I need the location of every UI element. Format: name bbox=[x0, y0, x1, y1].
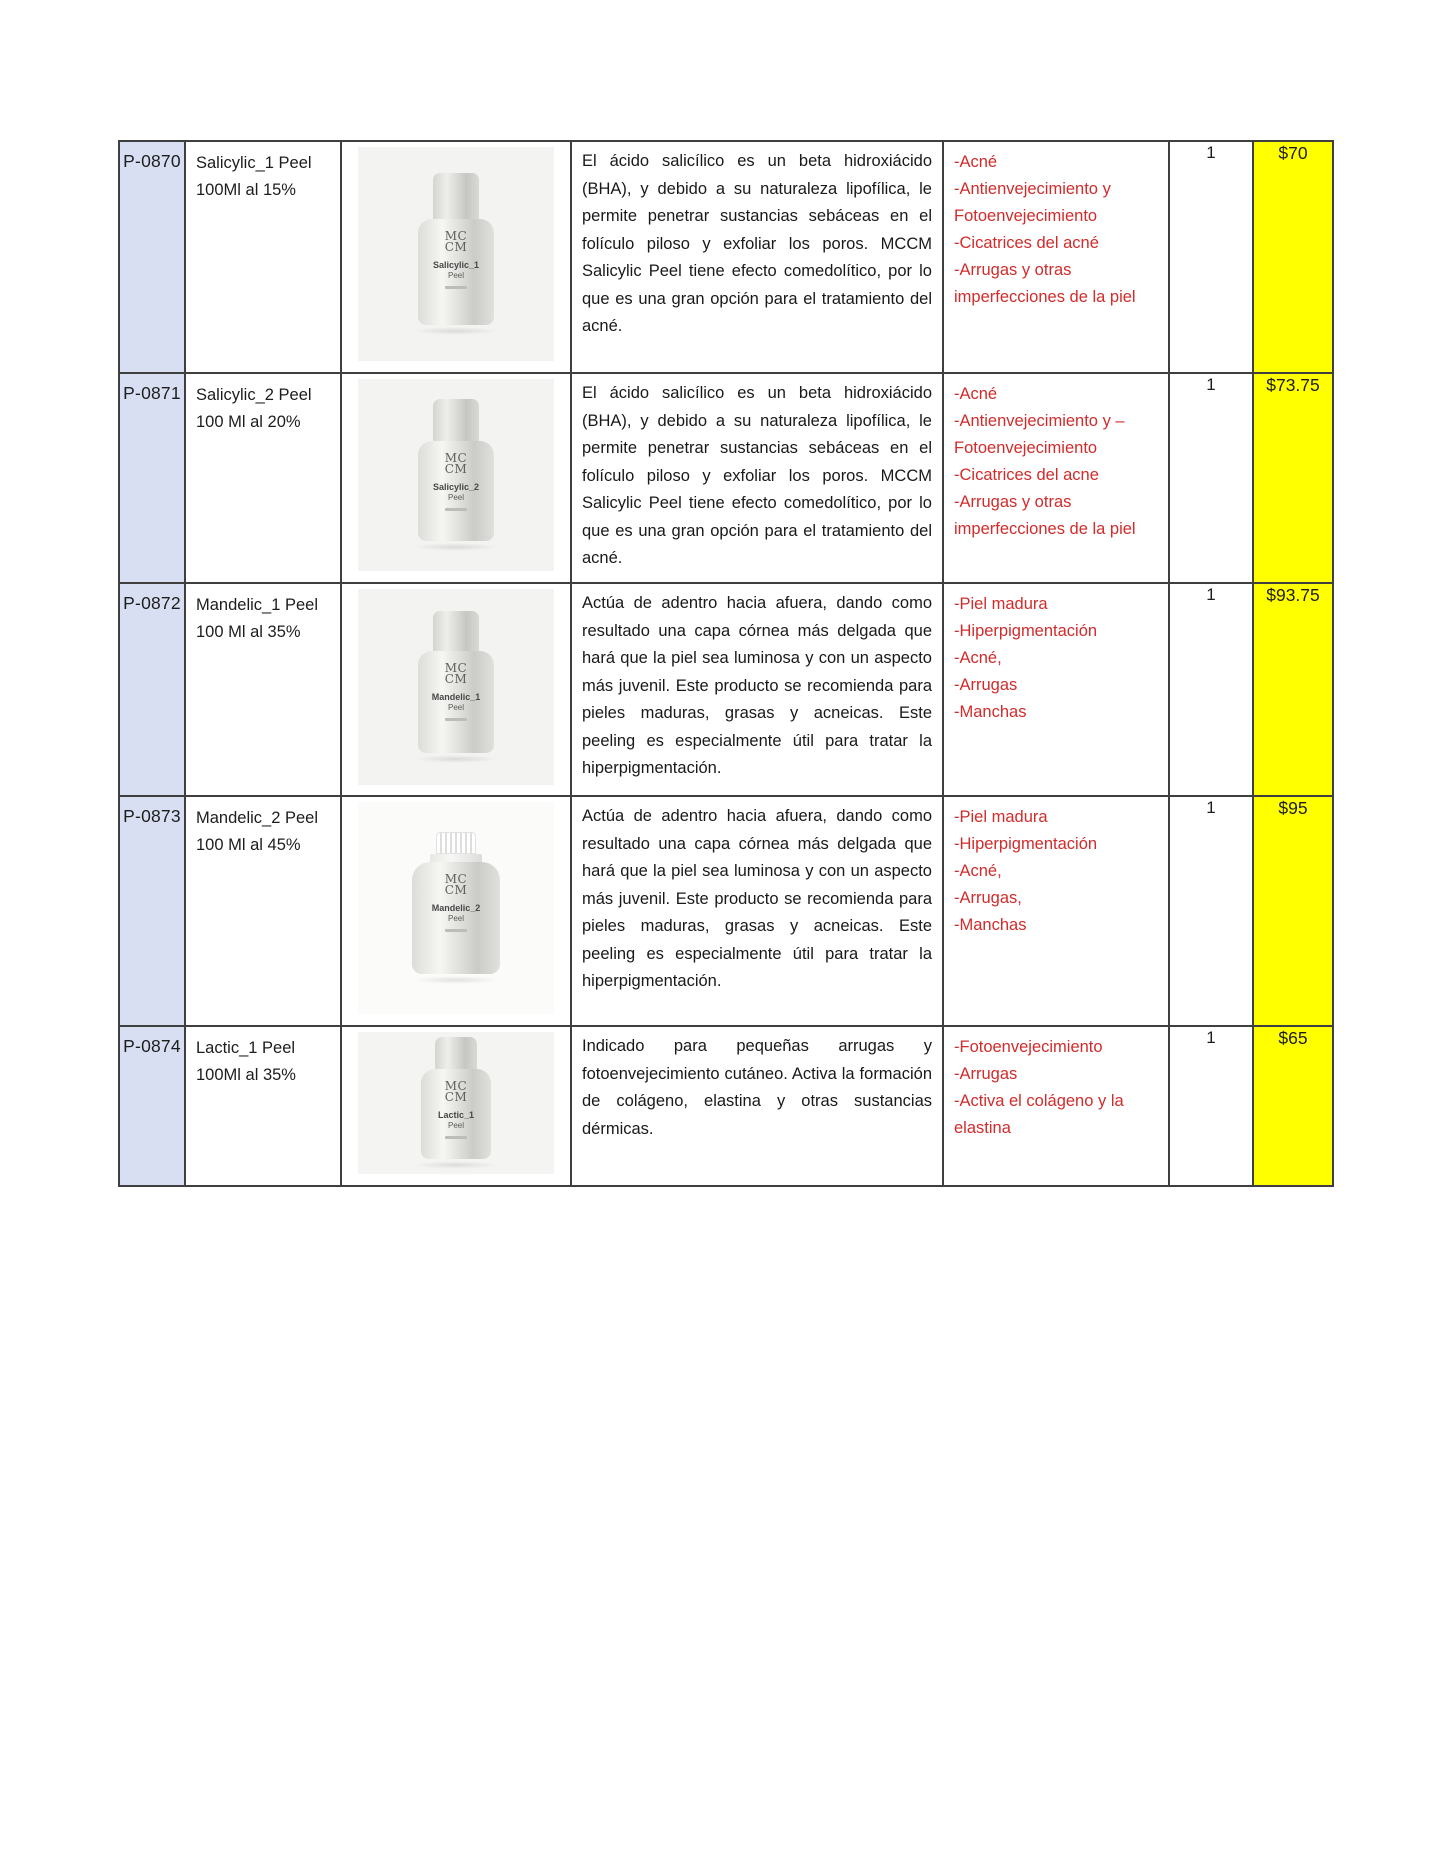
benefits-list bbox=[943, 1026, 1169, 1186]
product-photo-cell bbox=[341, 1026, 571, 1186]
bottle-label: Lactic_1 bbox=[437, 1110, 475, 1120]
mccm-logo: MC CM bbox=[444, 872, 468, 897]
product-code: P-0870 bbox=[119, 141, 185, 373]
benefit-item: -Activa el colágeno y la elastina bbox=[954, 1092, 1124, 1137]
product-name: Lactic_1 Peel 100Ml al 35% bbox=[185, 1026, 341, 1186]
quantity-value: 1 bbox=[1169, 141, 1253, 373]
bottle-sublabel: Peel bbox=[447, 703, 464, 712]
benefit-item: -Manchas bbox=[954, 703, 1027, 721]
table-row bbox=[119, 1026, 1333, 1186]
benefit-item: -Arrugas y otras imperfecciones de la piel bbox=[954, 261, 1136, 306]
product-photo bbox=[358, 589, 554, 785]
bottle-label: Mandelic_2 bbox=[431, 903, 481, 913]
bottle-image bbox=[413, 399, 499, 551]
table-row bbox=[119, 583, 1333, 796]
benefit-item: -Acné bbox=[954, 385, 998, 403]
bottle-cap bbox=[433, 173, 479, 221]
product-code: P-0872 bbox=[119, 583, 185, 796]
product-photo bbox=[358, 147, 554, 361]
bottle-fineprint bbox=[445, 929, 467, 932]
bottle-cap bbox=[436, 832, 476, 854]
product-name: Salicylic_1 Peel 100Ml al 15% bbox=[185, 141, 341, 373]
product-photo-cell bbox=[341, 796, 571, 1026]
benefit-item: -Hiperpigmentación bbox=[954, 835, 1098, 853]
benefit-item: -Antienvejecimiento y Fotoenvejecimiento bbox=[954, 180, 1111, 225]
product-code: P-0874 bbox=[119, 1026, 185, 1186]
mccm-logo: MC CM bbox=[444, 661, 468, 686]
bottle-sublabel: Peel bbox=[447, 1121, 464, 1130]
bottle-cap bbox=[433, 399, 479, 443]
product-code: P-0871 bbox=[119, 373, 185, 583]
product-photo bbox=[358, 379, 554, 571]
price-value: $93.75 bbox=[1253, 583, 1333, 796]
bottle-image bbox=[413, 1037, 499, 1169]
product-photo bbox=[358, 1032, 554, 1174]
bottle-fineprint bbox=[445, 508, 467, 511]
bottle-image bbox=[412, 832, 500, 984]
bottle-shadow bbox=[413, 543, 499, 551]
price-value: $65 bbox=[1253, 1026, 1333, 1186]
product-name: Salicylic_2 Peel 100 Ml al 20% bbox=[185, 373, 341, 583]
benefit-item: -Arrugas bbox=[954, 1065, 1018, 1083]
price-value: $70 bbox=[1253, 141, 1333, 373]
table-row bbox=[119, 796, 1333, 1026]
benefits-list bbox=[943, 373, 1169, 583]
quantity-value: 1 bbox=[1169, 583, 1253, 796]
bottle-cap bbox=[433, 611, 479, 653]
mccm-logo: MC CM bbox=[444, 1079, 468, 1104]
benefit-item: -Cicatrices del acné bbox=[954, 234, 1099, 252]
table-row bbox=[119, 373, 1333, 583]
product-description: Indicado para pequeñas arrugas y fotoenvejecimiento cutáneo. Activa la formación de colágeno, elastina y otras sustancias dérmicas. bbox=[571, 1026, 943, 1186]
product-description: Actúa de adentro hacia afuera, dando como resultado una capa córnea más delgada que hará que la piel sea luminosa y con un aspecto más juvenil. Este producto se recomienda para pieles maduras, grasas y acneicas. Este peeling es especialmente útil para tratar la hiperpigmentación. bbox=[571, 583, 943, 796]
benefit-item: -Arrugas bbox=[954, 676, 1018, 694]
quantity-value: 1 bbox=[1169, 1026, 1253, 1186]
bottle-body bbox=[412, 862, 500, 974]
bottle-label: Salicylic_1 bbox=[432, 260, 480, 270]
bottle-fineprint bbox=[445, 718, 467, 721]
benefit-item: -Fotoenvejecimiento bbox=[954, 1038, 1103, 1056]
benefit-item: -Manchas bbox=[954, 916, 1027, 934]
benefit-item: -Acné, bbox=[954, 862, 1002, 880]
price-value: $95 bbox=[1253, 796, 1333, 1026]
bottle-body bbox=[421, 1069, 491, 1159]
bottle-body bbox=[418, 651, 494, 753]
product-description: El ácido salicílico es un beta hidroxiácido (BHA), y debido a su naturaleza lipofílica, le permite penetrar sustancias sebáceas en el folículo piloso y exfoliar los poros. MCCM Salicylic Peel tiene efecto comedolítico, por lo que es una gran opción para el tratamiento del acné. bbox=[571, 373, 943, 583]
product-name: Mandelic_2 Peel 100 Ml al 45% bbox=[185, 796, 341, 1026]
bottle-sublabel: Peel bbox=[447, 914, 464, 923]
product-table bbox=[118, 140, 1334, 1187]
bottle-fineprint bbox=[445, 286, 467, 289]
benefit-item: -Hiperpigmentación bbox=[954, 622, 1098, 640]
benefits-list bbox=[943, 583, 1169, 796]
quantity-value: 1 bbox=[1169, 373, 1253, 583]
quantity-value: 1 bbox=[1169, 796, 1253, 1026]
benefit-item: -Piel madura bbox=[954, 808, 1048, 826]
bottle-body bbox=[418, 441, 494, 541]
product-code: P-0873 bbox=[119, 796, 185, 1026]
bottle-sublabel: Peel bbox=[447, 493, 464, 502]
benefit-item: -Arrugas y otras imperfecciones de la piel bbox=[954, 493, 1136, 538]
bottle-cap bbox=[435, 1037, 477, 1071]
bottle-shadow bbox=[413, 976, 499, 984]
bottle-label: Salicylic_2 bbox=[432, 482, 480, 492]
bottle-sublabel: Peel bbox=[447, 271, 464, 280]
benefit-item: -Arrugas, bbox=[954, 889, 1022, 907]
benefits-list bbox=[943, 141, 1169, 373]
bottle-image bbox=[413, 611, 499, 763]
product-description: El ácido salicílico es un beta hidroxiácido (BHA), y debido a su naturaleza lipofílica, le permite penetrar sustancias sebáceas en el folículo piloso y exfoliar los poros. MCCM Salicylic Peel tiene efecto comedolítico, por lo que es una gran opción para el tratamiento del acné. bbox=[571, 141, 943, 373]
mccm-logo: MC CM bbox=[444, 229, 468, 254]
bottle-shadow bbox=[413, 755, 499, 763]
table-row bbox=[119, 141, 1333, 373]
benefits-list bbox=[943, 796, 1169, 1026]
benefit-item: -Acné, bbox=[954, 649, 1002, 667]
bottle-fineprint bbox=[445, 1136, 467, 1139]
bottle-image bbox=[413, 173, 499, 335]
product-name: Mandelic_1 Peel 100 Ml al 35% bbox=[185, 583, 341, 796]
product-photo-cell bbox=[341, 583, 571, 796]
product-description: Actúa de adentro hacia afuera, dando como resultado una capa córnea más delgada que hará que la piel sea luminosa y con un aspecto más juvenil. Este producto se recomienda para pieles maduras, grasas y acneicas. Este peeling es especialmente útil para tratar la hiperpigmentación. bbox=[571, 796, 943, 1026]
bottle-label: Mandelic_1 bbox=[431, 692, 481, 702]
benefit-item: -Piel madura bbox=[954, 595, 1048, 613]
bottle-body bbox=[418, 219, 494, 325]
benefit-item: -Antienvejecimiento y – Fotoenvejecimiento bbox=[954, 412, 1125, 457]
benefit-item: -Cicatrices del acne bbox=[954, 466, 1099, 484]
mccm-logo: MC CM bbox=[444, 451, 468, 476]
product-photo-cell bbox=[341, 141, 571, 373]
bottle-shadow bbox=[413, 327, 499, 335]
benefit-item: -Acné bbox=[954, 153, 998, 171]
product-photo-cell bbox=[341, 373, 571, 583]
bottle-neck bbox=[430, 854, 482, 862]
price-value: $73.75 bbox=[1253, 373, 1333, 583]
bottle-shadow bbox=[413, 1161, 499, 1169]
product-photo bbox=[358, 802, 554, 1014]
